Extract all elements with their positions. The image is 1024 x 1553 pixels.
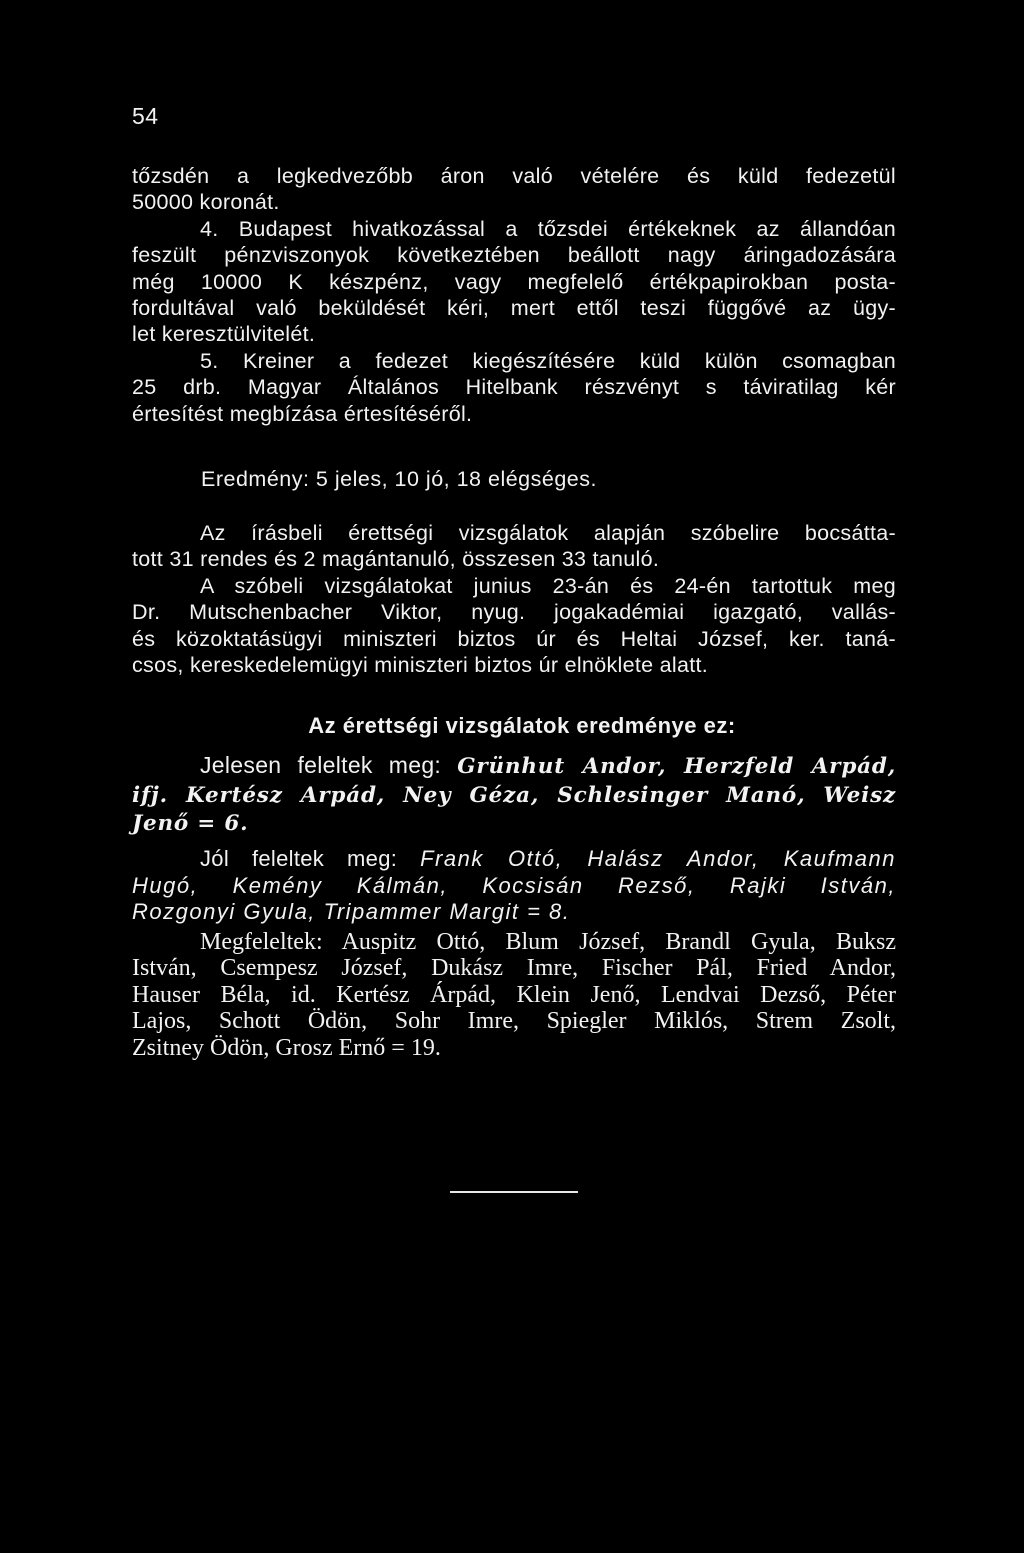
text-line: [132, 899, 896, 926]
good-names: Frank Ottó, Halász Andor, Kaufmann: [420, 846, 896, 871]
section-divider: [450, 1191, 578, 1193]
paragraph-block-orders: [132, 163, 896, 427]
text-line: 4. Budapest hivatkozással a tőzsdei értékeknek az állandóan: [200, 216, 896, 241]
text-line: tőzsdén a legkedvezőbb áron való vételére és küld fedezetül: [132, 164, 896, 188]
page-number: 54: [132, 103, 159, 129]
text-line: Megfeleltek: Auspitz Ottó, Blum József, Brandl Gyula, Buksz: [200, 929, 896, 955]
text-line: [132, 846, 896, 873]
excellent-names: Jenő = 6.: [132, 811, 249, 836]
text-line: 25 drb. Magyar Általános Hitelbank részvényt s táviratilag kér: [132, 375, 896, 400]
text-line: Hauser Béla, id. Kertész Árpád, Klein Jenő, Lendvai Dezső, Péter: [132, 981, 896, 1008]
section-heading: [0, 713, 1024, 739]
good-names: Hugó, Kemény Kálmán, Kocsisán Rezső, Rajki István,: [132, 872, 896, 898]
text-line: még 10000 K készpénz, vagy megfelelő értékpapirokban posta-: [132, 269, 896, 294]
text-line: A szóbeli vizsgálatokat junius 23-án és 24-én tartottuk meg: [200, 573, 896, 598]
text-line: [132, 809, 896, 838]
good-names: Rozgonyi Gyula, Tripammer Margit = 8.: [132, 899, 571, 924]
excellent-names: Grünhut Andor, Herzfeld Arpád,: [457, 754, 896, 779]
text-line: Lajos, Schott Ödön, Sohr Imre, Spiegler Miklós, Strem Zsolt,: [132, 1008, 896, 1035]
text-line: István, Csempesz József, Dukász Imre, Fischer Pál, Fried Andor,: [132, 955, 896, 982]
text-line: fordultával való beküldését kéri, mert ettől teszi függővé az ügy-: [132, 296, 896, 321]
section-heading-text: Az érettségi vizsgálatok eredménye ez:: [308, 713, 736, 738]
good-results-paragraph: [132, 846, 896, 926]
text-line: 5. Kreiner a fedezet kiegészítésére küld külön csomagban: [200, 348, 896, 373]
text-line: let keresztülvitelét.: [132, 322, 316, 347]
good-label: Jól feleltek meg:: [200, 846, 421, 871]
text-line: tott 31 rendes és 2 magántanuló, összesen 33 tanuló.: [132, 547, 660, 572]
text-line: feszült pénzviszonyok következtében beállott nagy áringadozására: [132, 243, 896, 268]
text-line: [132, 873, 896, 900]
text-line: [132, 781, 896, 810]
passed-results-paragraph: [132, 929, 896, 1061]
excellent-label: Jelesen feleltek meg:: [200, 752, 458, 778]
excellent-names: ifj. Kertész Arpád, Ney Géza, Schlesinger Manó, Weisz: [132, 782, 896, 808]
text-line: értesítést megbízása értesítéséről.: [132, 401, 473, 426]
excellent-results-paragraph: [132, 752, 896, 838]
result-summary: Eredmény: 5 jeles, 10 jó, 18 elégséges.: [201, 467, 597, 491]
text-line: csos, kereskedelemügyi miniszteri biztos úr elnöklete alatt.: [132, 653, 709, 678]
text-line: 50000 koronát.: [132, 190, 280, 215]
paragraph-block-oral-exams: [132, 520, 896, 678]
text-line: Dr. Mutschenbacher Viktor, nyug. jogakadémiai igazgató, vallás-: [132, 600, 896, 625]
text-line: Az írásbeli érettségi vizsgálatok alapján szóbelire bocsátta-: [200, 521, 896, 545]
text-line: Zsitney Ödön, Grosz Ernő = 19.: [132, 1034, 441, 1061]
text-line: és közoktatásügyi miniszteri biztos úr és Heltai József, ker. taná-: [132, 626, 896, 651]
text-line: [132, 752, 896, 781]
